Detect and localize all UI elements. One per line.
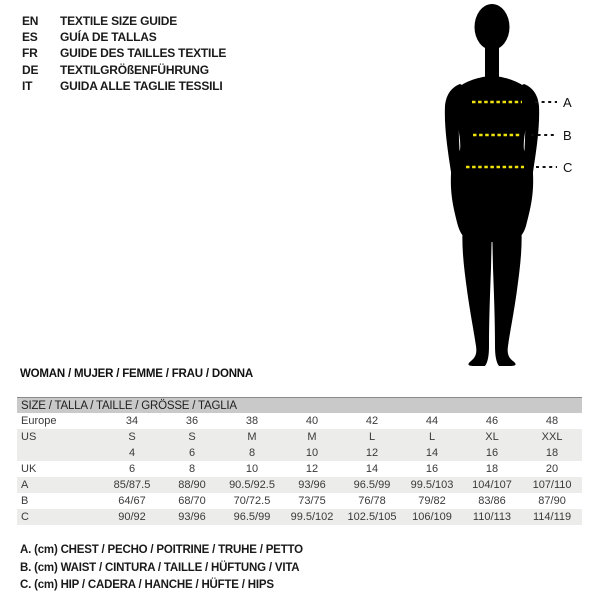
- size-cell: 114/119: [522, 509, 582, 525]
- lang-title: TEXTILGRÖßENFÜHRUNG: [60, 62, 209, 77]
- size-cell: L: [342, 429, 402, 445]
- size-cell: 16: [425, 463, 439, 475]
- lang-code: FR: [22, 46, 38, 61]
- size-cell: 99.5/102: [282, 509, 342, 525]
- size-cell: 18: [522, 445, 582, 461]
- size-cell: 79/82: [418, 495, 446, 507]
- row-label: US: [17, 429, 102, 445]
- size-table-body: [17, 413, 582, 525]
- size-cell: 40: [305, 415, 319, 427]
- size-cell: 38: [245, 415, 259, 427]
- size-cell: 110/113: [462, 509, 522, 525]
- table-row: [17, 461, 582, 477]
- size-cell: 8: [188, 463, 196, 475]
- legend-waist: B. (cm) WAIST / CINTURA / TAILLE / HÜFTUNG / VITA: [20, 561, 300, 574]
- size-cell: 10: [282, 445, 342, 461]
- size-cell: 6: [128, 463, 136, 475]
- size-cell: 20: [545, 463, 559, 475]
- size-cell: 36: [185, 415, 199, 427]
- size-cell: 106/109: [402, 509, 462, 525]
- size-cell: 14: [402, 445, 462, 461]
- size-cell: M: [222, 429, 282, 445]
- table-row: [17, 429, 582, 445]
- lang-code: EN: [22, 14, 39, 29]
- size-cell: 68/70: [178, 495, 206, 507]
- table-row: [17, 413, 582, 429]
- lang-row-fr: [22, 45, 226, 61]
- language-title-list: [22, 13, 226, 94]
- section-title-woman: WOMAN / MUJER / FEMME / FRAU / DONNA: [20, 368, 254, 380]
- size-cell: XL: [462, 429, 522, 445]
- size-cell: 76/78: [358, 495, 386, 507]
- size-cell: 96.5/99: [342, 477, 402, 493]
- measurement-legend: [20, 544, 303, 597]
- measurement-figure: [400, 0, 600, 390]
- legend-chest: A. (cm) CHEST / PECHO / POITRINE / TRUHE / PETTO: [20, 544, 303, 556]
- lang-row-de: [22, 62, 226, 78]
- size-cell: 12: [305, 463, 319, 475]
- size-cell: 93/96: [282, 477, 342, 493]
- size-cell: 10: [245, 463, 259, 475]
- size-cell: S: [102, 429, 162, 445]
- size-cell: 99.5/103: [402, 477, 462, 493]
- size-cell: 6: [162, 445, 222, 461]
- row-label: C: [17, 509, 102, 525]
- size-cell: 102.5/105: [342, 509, 402, 525]
- size-cell: 8: [222, 445, 282, 461]
- size-cell: M: [282, 429, 342, 445]
- size-cell: 48: [545, 415, 559, 427]
- size-cell: L: [402, 429, 462, 445]
- lang-row-en: [22, 13, 226, 29]
- chest-label: A: [563, 95, 572, 110]
- waist-label: B: [563, 128, 572, 143]
- size-cell: 104/107: [462, 477, 522, 493]
- size-cell: 96.5/99: [222, 509, 282, 525]
- table-row: [17, 445, 582, 461]
- size-cell: 44: [425, 415, 439, 427]
- hip-label: C: [563, 160, 573, 175]
- lang-title: GUÍA DE TALLAS: [60, 30, 157, 45]
- size-cell: 12: [342, 445, 402, 461]
- size-cell: 46: [485, 415, 499, 427]
- size-cell: S: [162, 429, 222, 445]
- size-cell: 87/90: [538, 495, 566, 507]
- size-cell: 64/67: [118, 495, 146, 507]
- size-cell: 34: [125, 415, 139, 427]
- lang-code: IT: [22, 78, 33, 93]
- row-label: A: [17, 477, 102, 493]
- size-table: [17, 397, 582, 525]
- row-label: [17, 445, 102, 461]
- size-cell: 73/75: [298, 495, 326, 507]
- size-cell: 90.5/92.5: [222, 477, 282, 493]
- lang-code: DE: [22, 62, 39, 77]
- row-label: UK: [21, 463, 37, 475]
- row-label: B: [21, 495, 29, 507]
- size-cell: 85/87.5: [102, 477, 162, 493]
- lang-title: GUIDE DES TAILLES TEXTILE: [60, 46, 227, 61]
- table-row: [17, 509, 582, 525]
- lang-row-it: [22, 78, 226, 94]
- lang-code: ES: [22, 30, 38, 45]
- size-cell: 16: [462, 445, 522, 461]
- row-label: Europe: [21, 415, 57, 427]
- size-cell: 93/96: [162, 509, 222, 525]
- lang-row-es: [22, 29, 226, 45]
- size-cell: 4: [102, 445, 162, 461]
- woman-silhouette: [400, 0, 600, 390]
- legend-hip: C. (cm) HIP / CADERA / HANCHE / HÜFTE / HIPS: [20, 579, 274, 592]
- size-cell: 88/90: [162, 477, 222, 493]
- size-cell: 83/86: [478, 495, 506, 507]
- size-cell: 18: [485, 463, 499, 475]
- table-row: [17, 493, 582, 509]
- table-row: [17, 477, 582, 493]
- size-cell: XXL: [522, 429, 582, 445]
- size-cell: 107/110: [522, 477, 582, 493]
- size-table-header: SIZE / TALLA / TAILLE / GRÖSSE / TAGLIA: [17, 398, 582, 414]
- size-cell: 70/72.5: [233, 495, 271, 507]
- lang-title: TEXTILE SIZE GUIDE: [60, 14, 178, 29]
- size-cell: 42: [365, 415, 379, 427]
- size-cell: 14: [365, 463, 379, 475]
- lang-title: GUIDA ALLE TAGLIE TESSILI: [60, 78, 223, 93]
- size-cell: 90/92: [102, 509, 162, 525]
- size-table-header-row: [17, 398, 582, 414]
